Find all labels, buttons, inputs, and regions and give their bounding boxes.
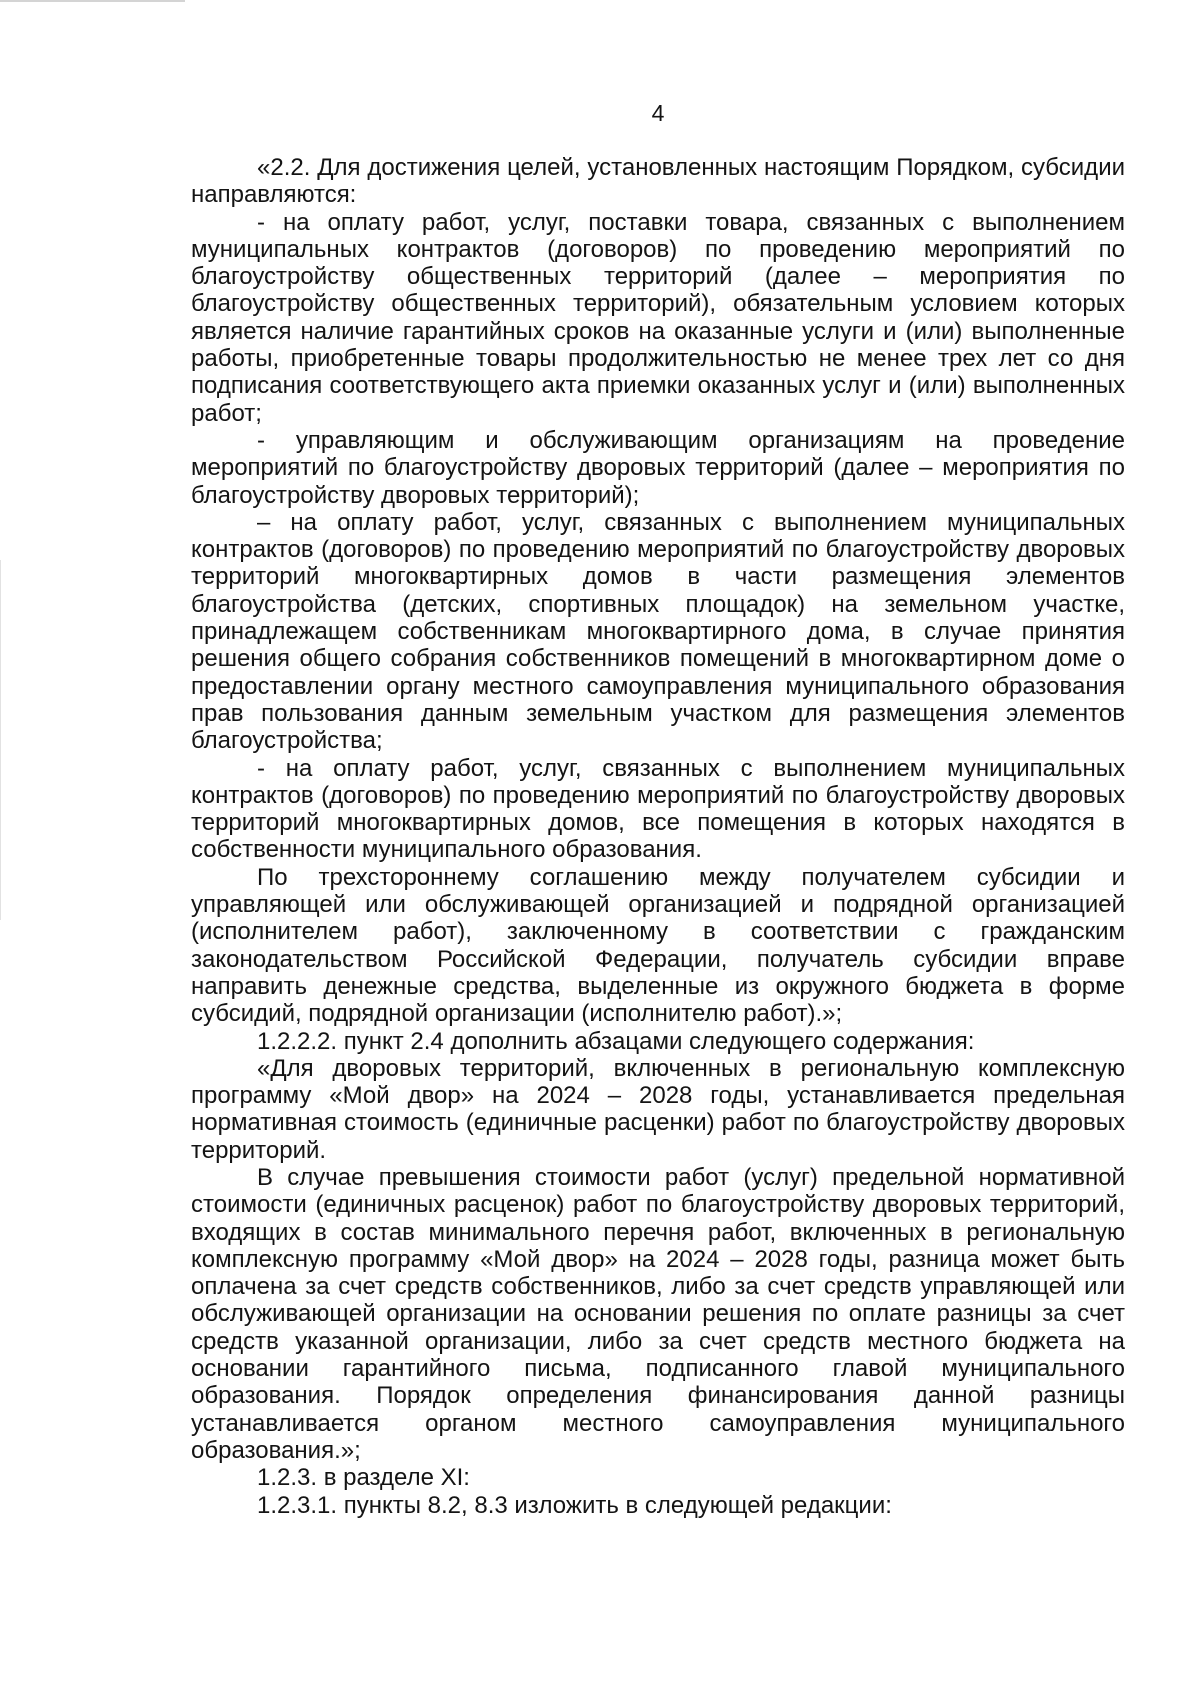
paragraph-1-2-2-2: 1.2.2.2. пункт 2.4 дополнить абзацами следующего содержания: [257, 1027, 975, 1055]
paragraph-public-territories: - на оплату работ, услуг, поставки товара, связанных с выполнением муниципальных контрактов (договоров) по проведению мероприятий по благоустройству общественных территорий (далее – мероприятия по благоустройству общественных территорий), обязательным условием которых является наличие гарантийных сроков на оказанные услуги и (или) выполненные работы, приобретенные товары продолжительностью не менее трех лет со дня подписания соответствующего акта приемки оказанных услуг и (или) выполненных работ; [191, 208, 1125, 427]
paragraph-2-2-intro: «2.2. Для достижения целей, установленных настоящим Порядком, субсидии направляются: [191, 154, 1125, 209]
paragraph-tripartite-agreement: По трехстороннему соглашению между получателем субсидии и управляющей или обслуживающей организацией и подрядной организацией (исполнителем работ), заключенному в соответствии с гражданским законодательством Российской Федерации, получатель субсидии вправе направить денежные средства, выделенные из окружного бюджета в форме субсидий, подрядной организации (исполнителю работ).»; [191, 863, 1125, 1028]
paragraph-managing-organizations: - управляющим и обслуживающим организациям на проведение мероприятий по благоустройству дворовых территорий (далее – мероприятия по благоустройству дворовых территорий); [191, 426, 1125, 509]
page-number: 4 [651, 100, 665, 126]
paragraph-1-2-3: 1.2.3. в разделе XI: [257, 1464, 470, 1492]
document-body [191, 154, 1125, 1519]
scan-edge-left [0, 560, 1, 920]
paragraph-moy-dvor-cost: «Для дворовых территорий, включенных в региональную комплексную программу «Мой двор» на 2024 – 2028 годы, устанавливается предельная нормативная стоимость (единичные расценки) работ по благоустройству дворовых территорий. [191, 1054, 1125, 1164]
paragraph-cost-excess: В случае превышения стоимости работ (услуг) предельной нормативной стоимости (единичных расценок) работ по благоустройству дворовых территорий, входящих в состав минимального перечня работ, включенных в региональную комплексную программу «Мой двор» на 2024 – 2028 годы, разница может быть оплачена за счет средств собственников, либо за счет средств управляющей или обслуживающей организации на основании решения по оплате разницы за счет средств указанной организации, либо за счет средств местного бюджета на основании гарантийного письма, подписанного главой муниципального образования. Порядок определения финансирования данной разницы устанавливается органом местного самоуправления муниципального образования.»; [191, 1163, 1125, 1464]
scan-edge-top [0, 0, 185, 2]
paragraph-apartment-land-plot: – на оплату работ, услуг, связанных с выполнением муниципальных контрактов (договоров) по проведению мероприятий по благоустройству дворовых территорий многоквартирных домов в части размещения элементов благоустройства (детских, спортивных площадок) на земельном участке, принадлежащем собственникам многоквартирного дома, в случае принятия решения общего собрания собственников помещений в многоквартирном доме о предоставлении органу местного самоуправления муниципального образования прав пользования данным земельным участком для размещения элементов благоустройства; [191, 508, 1125, 755]
paragraph-1-2-3-1: 1.2.3.1. пункты 8.2, 8.3 изложить в следующей редакции: [257, 1491, 892, 1519]
paragraph-municipal-property: - на оплату работ, услуг, связанных с выполнением муниципальных контрактов (договоров) по проведению мероприятий по благоустройству дворовых территорий многоквартирных домов, все помещения в которых находятся в собственности муниципального образования. [191, 754, 1125, 864]
